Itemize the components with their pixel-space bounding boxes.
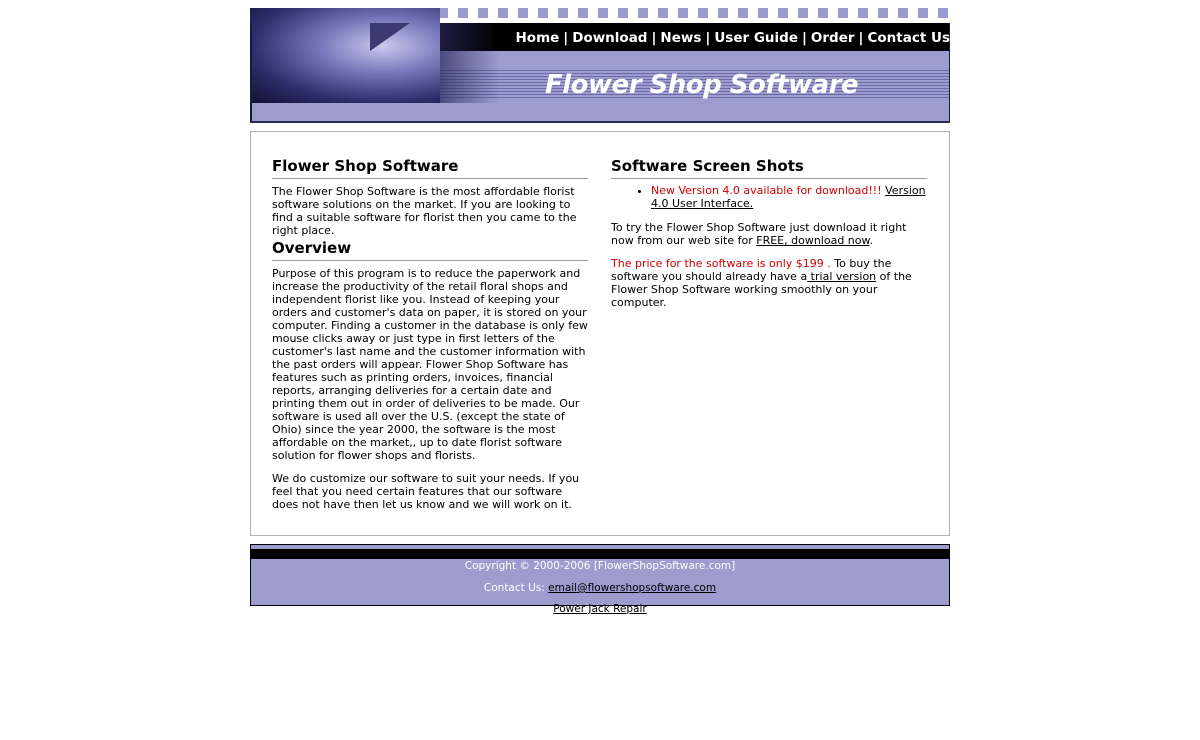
site-title: Flower Shop Software <box>545 70 859 100</box>
power-jack-repair-link[interactable]: Power Jack Repair <box>553 603 647 615</box>
nav-separator: | <box>858 30 864 46</box>
overview-paragraph-1: Purpose of this program is to reduce the paperwork and increase the productivity of the retail floral shops and independent florist like you. Instead of keeping your orders and customer's data on paper, it is stored on your computer. Finding a customer in the database is only few mouse clicks away or just type in first letters of the customer's last name and the customer information with the past orders will appear. Flower Shop Software has features such as printing orders, invoices, financial reports, arranging deliveries for a certain date and printing them out in order of deliveries to be made. Our software is used all over the U.S. (except the state of Ohio) since the year 2000, the software is the most affordable on the market,, up to date florist software solution for flower shops and florists. <box>272 267 588 462</box>
try-end: . <box>869 234 873 247</box>
free-download-link[interactable]: FREE, download now <box>756 234 870 247</box>
nav-contact-us[interactable]: Contact Us <box>867 30 950 46</box>
site-footer <box>250 544 950 606</box>
nav-separator: | <box>801 30 807 46</box>
new-version-text: New Version 4.0 available for download!!! <box>651 184 882 197</box>
nav-separator: | <box>705 30 711 46</box>
trial-version-link[interactable]: trial version <box>807 270 877 283</box>
price-paragraph <box>611 257 927 309</box>
site-header <box>250 8 950 123</box>
nav-order[interactable]: Order <box>810 30 855 46</box>
overview-paragraph-2: We do customize our software to suit your needs. If you feel that you need certain features that our software does not have then let us know and we will work on it. <box>272 472 580 511</box>
nav-news[interactable]: News <box>660 30 702 46</box>
header-square-pattern <box>438 8 950 18</box>
left-heading: Flower Shop Software <box>272 157 588 179</box>
footer-black-bar <box>251 549 949 559</box>
header-photo-fade <box>440 23 500 103</box>
version-ui-link[interactable]: Version 4.0 User Interface. <box>651 184 926 210</box>
nav-home[interactable]: Home <box>515 30 560 46</box>
nav-separator: | <box>563 30 569 46</box>
copyright-text: Copyright © 2000-2006 [FlowerShopSoftware.com] <box>464 560 736 572</box>
header-wedge-shape <box>370 23 410 51</box>
footer-contact <box>251 582 949 594</box>
intro-paragraph: The Flower Shop Software is the most affordable florist software solutions on the market. If you are looking to find a suitable software for florist then you came to the right place. <box>272 185 577 237</box>
main-nav <box>516 30 951 48</box>
list-item <box>651 184 927 210</box>
header-left-border <box>250 23 252 123</box>
header-bottom-border <box>250 121 950 123</box>
main-content <box>250 131 950 536</box>
nav-download[interactable]: Download <box>572 30 648 46</box>
try-paragraph <box>611 221 927 247</box>
news-list <box>611 184 927 210</box>
try-text: To try the Flower Shop Software just download it right now from our web site for <box>611 221 907 247</box>
overview-heading: Overview <box>272 239 588 261</box>
right-heading: Software Screen Shots <box>611 157 927 179</box>
contact-label: Contact Us: <box>483 582 545 594</box>
price-text: The price for the software is only $199 . <box>611 257 831 270</box>
buy-text: To buy the software you should already have a <box>611 257 892 283</box>
left-column <box>272 157 588 521</box>
header-flower-photo <box>250 8 440 103</box>
footer-extra <box>250 603 950 615</box>
price-end-text: of the Flower Shop Software working smoothly on your computer. <box>611 270 912 309</box>
right-column <box>611 157 927 319</box>
contact-email-link[interactable]: email@flowershopsoftware.com <box>548 582 717 594</box>
nav-separator: | <box>651 30 657 46</box>
nav-user-guide[interactable]: User Guide <box>714 30 798 46</box>
